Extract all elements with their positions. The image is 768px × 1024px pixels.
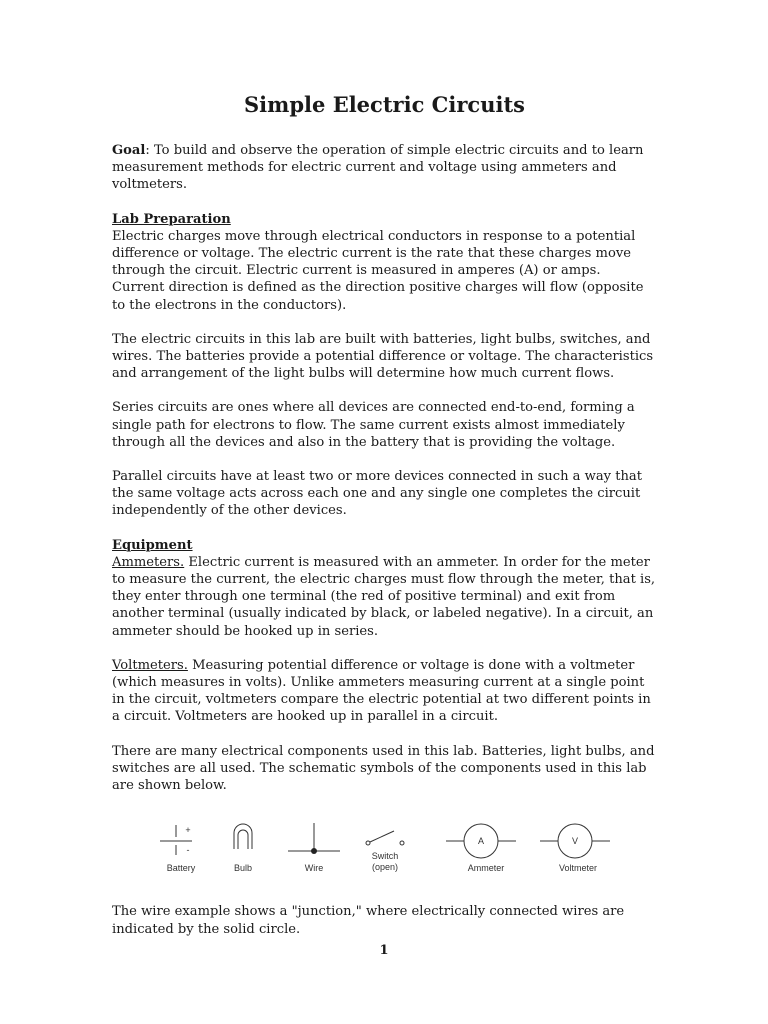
- ammeters-paragraph: [112, 554, 657, 640]
- bulb-label: Bulb: [233, 863, 252, 874]
- switch-label: [345, 851, 425, 873]
- switch-symbol: [366, 831, 404, 845]
- ammeters-text: Electric current is measured with an ammeter. In order for the meter to measure the current, the electric charges must flow through the meter, that is, they enter through one terminal (the red of positive terminal) and exit from another terminal (usually indicated by black, or labeled negative). In a circuit, an ammeter should be hooked up in series.: [112, 554, 656, 639]
- switch-label-line-2: (open): [371, 862, 398, 873]
- schematic-symbols: [112, 811, 657, 891]
- page-number: 1: [379, 943, 389, 958]
- lab-prep-paragraph-1: Electric charges move through electrical conductors in response to a potential difference or voltage. The electric current is the rate that these charges move through the circuit. Electric current is measured in amperes (A) or amps. Current direction is defined as the direction positive charges will flow (opposite to the electrons in the conductors).: [112, 228, 644, 313]
- wire-symbol: [288, 823, 340, 851]
- junction-dot: [311, 848, 317, 854]
- components-paragraph: There are many electrical components used in this lab. Batteries, light bulbs, and switches are all used. The schematic symbols of the components used in this lab are shown below.: [112, 743, 655, 794]
- goal-paragraph: [112, 142, 657, 194]
- battery-plus-sign: +: [185, 825, 191, 836]
- lab-prep-paragraph-4: Parallel circuits have at least two or more devices connected in such a way that the same voltage acts across each one and any single one completes the circuit independently of the other devices.: [112, 469, 642, 519]
- lab-prep-paragraph-2: The electric circuits in this lab are built with batteries, light bulbs, switches, and wires. The batteries provide a potential difference or voltage. The characteristics and arrangement of the light bulbs will determine how much current flows.: [112, 331, 654, 382]
- switch-label-line-1: Switch: [371, 851, 399, 862]
- voltmeters-paragraph: [112, 657, 657, 726]
- page-title: Simple Electric Circuits: [244, 92, 525, 117]
- voltmeters-text: Measuring potential difference or voltage is done with a voltmeter (which measures in volts). Unlike ammeters measuring current at a single point in the circuit, voltmeters compare the electric potential at two different points in a circuit. Voltmeters are hooked up in parallel in a circuit.: [112, 657, 651, 725]
- battery-label: Battery: [166, 863, 196, 874]
- bulb-symbol: [234, 824, 252, 849]
- ammeter-label: Ammeter: [467, 863, 505, 874]
- lab-preparation-section: [112, 211, 657, 520]
- battery-minus-sign: -: [186, 845, 190, 856]
- ammeter-letter: A: [477, 836, 485, 847]
- lab-prep-paragraph-3: Series circuits are ones where all devices are connected end-to-end, forming a single path for electrons to flow. The same current exists almost immediately through all the devices and also in the battery that is providing the voltage.: [112, 400, 635, 450]
- voltmeter-letter: V: [571, 836, 579, 847]
- ammeters-term: Ammeters.: [112, 554, 185, 570]
- voltmeter-label: Voltmeter: [558, 863, 598, 874]
- equipment-section: [112, 537, 657, 795]
- goal-label: Goal: [112, 143, 146, 158]
- voltmeters-term: Voltmeters.: [112, 657, 188, 673]
- goal-text: : To build and observe the operation of simple electric circuits and to learn measurement methods for electric current and voltage using ammeters and voltmeters.: [112, 143, 644, 193]
- lab-preparation-heading: Lab Preparation: [112, 211, 231, 227]
- document-page: [112, 92, 657, 955]
- equipment-heading: Equipment: [112, 537, 193, 553]
- wire-label: Wire: [304, 863, 324, 874]
- junction-paragraph: The wire example shows a "junction," where electrically connected wires are indicated by the solid circle.: [112, 904, 625, 937]
